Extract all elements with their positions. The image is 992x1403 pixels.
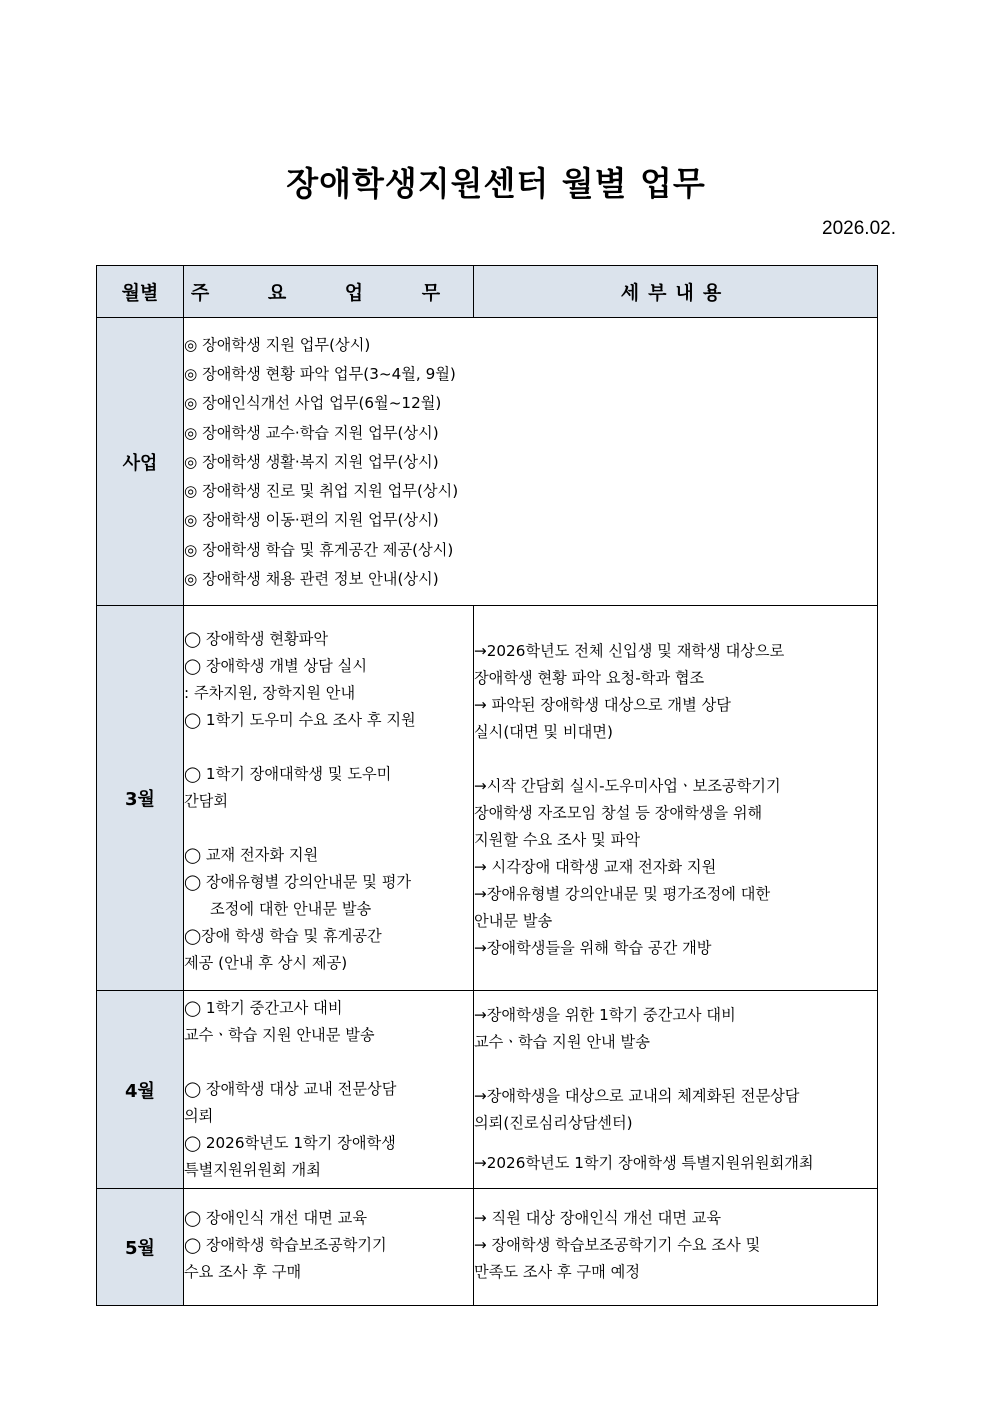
business-item: ◎ 장애인식개선 사업 업무(6월~12월)	[184, 394, 442, 413]
task-line: ◯ 1학기 중간고사 대비	[184, 999, 343, 1017]
detail-line: → 직원 대상 장애인식 개선 대면 교육	[474, 1209, 722, 1227]
row-label-march: 3월	[97, 606, 184, 991]
detail-line: →장애학생을 대상으로 교내의 체계화된 전문상담	[474, 1087, 800, 1105]
march-details	[474, 606, 878, 991]
task-line: : 주차지원, 장학지원 안내	[184, 683, 356, 702]
task-line: 수요 조사 후 구매	[184, 1263, 302, 1281]
row-label-april: 4월	[97, 991, 184, 1189]
april-details	[474, 991, 878, 1189]
task-line: 조정에 대한 안내문 발송	[210, 899, 372, 918]
header-details: 세부내용	[474, 266, 878, 318]
table-header-row	[97, 266, 878, 318]
detail-line: → 시각장애 대학생 교재 전자화 지원	[474, 858, 717, 876]
task-line: ◯ 장애학생 대상 교내 전문상담	[184, 1080, 397, 1098]
march-row	[97, 606, 878, 991]
business-item: ◎ 장애학생 교수·학습 지원 업무(상시)	[184, 423, 439, 442]
monthly-task-table	[96, 265, 878, 1306]
detail-line: 실시(대면 및 비대면)	[474, 723, 613, 741]
business-item: ◎ 장애학생 진로 및 취업 지원 업무(상시)	[184, 482, 459, 501]
task-line: ◯ 장애인식 개선 대면 교육	[184, 1209, 368, 1227]
task-line: ◯ 장애학생 학습보조공학기기	[184, 1236, 387, 1254]
task-line: ◯ 장애학생 현황파악	[184, 629, 329, 648]
task-line: ◯ 교재 전자화 지원	[184, 845, 319, 864]
april-row	[97, 991, 878, 1189]
header-main-tasks: 주 요 업 무	[184, 266, 474, 318]
detail-line: 장애학생 자조모임 창설 등 장애학생을 위해	[474, 804, 763, 822]
detail-line: 지원할 수요 조사 및 파악	[474, 831, 641, 849]
business-item: ◎ 장애학생 현황 파악 업무(3~4월, 9월)	[184, 365, 456, 384]
task-line: ◯ 1학기 장애대학생 및 도우미	[184, 764, 392, 783]
task-line: ◯ 장애유형별 강의안내문 및 평가	[184, 872, 412, 891]
row-label-may: 5월	[97, 1189, 184, 1306]
task-line: 특별지원위원회 개최	[184, 1161, 321, 1179]
detail-line: 만족도 조사 후 구매 예정	[474, 1263, 641, 1281]
detail-line: →장애유형별 강의안내문 및 평가조정에 대한	[474, 885, 771, 903]
business-item: ◎ 장애학생 학습 및 휴게공간 제공(상시)	[184, 540, 454, 559]
business-item: ◎ 장애학생 이동·편의 지원 업무(상시)	[184, 511, 439, 530]
task-line: 간담회	[184, 791, 229, 810]
business-item: ◎ 장애학생 지원 업무(상시)	[184, 336, 371, 355]
detail-line: →장애학생을 위한 1학기 중간고사 대비	[474, 1006, 736, 1024]
detail-line: →2026학년도 전체 신입생 및 재학생 대상으로	[474, 642, 785, 660]
row-label-business: 사업	[97, 318, 184, 606]
detail-line: →2026학년도 1학기 장애학생 특별지원위원회개최	[474, 1154, 814, 1172]
business-item: ◎ 장애학생 생활·복지 지원 업무(상시)	[184, 452, 439, 471]
business-items	[184, 318, 878, 606]
page-title: 장애학생지원센터 월별 업무	[286, 164, 706, 203]
task-line: ◯ 2026학년도 1학기 장애학생	[184, 1134, 396, 1152]
march-main-tasks	[184, 606, 474, 991]
task-line: 제공 (안내 후 상시 제공)	[184, 953, 348, 972]
detail-line: 교수ㆍ학습 지원 안내 발송	[474, 1033, 650, 1051]
detail-line: 의뢰(진로심리상담센터)	[474, 1114, 633, 1132]
task-line: ◯ 장애학생 개별 상담 실시	[184, 656, 368, 675]
april-main-tasks	[184, 991, 474, 1189]
detail-line: → 파악된 장애학생 대상으로 개별 상담	[474, 696, 731, 714]
detail-line: 안내문 발송	[474, 912, 553, 930]
may-details	[474, 1189, 878, 1306]
detail-line: 장애학생 현황 파악 요청-학과 협조	[474, 669, 705, 687]
business-item: ◎ 장애학생 채용 관련 정보 안내(상시)	[184, 569, 439, 588]
business-row	[97, 318, 878, 606]
header-month: 월별	[97, 266, 184, 318]
task-line: 의뢰	[184, 1107, 214, 1125]
detail-line: →시작 간담회 실시-도우미사업ㆍ보조공학기기	[474, 777, 781, 795]
task-line: ◯ 1학기 도우미 수요 조사 후 지원	[184, 710, 416, 729]
detail-line: → 장애학생 학습보조공학기기 수요 조사 및	[474, 1236, 761, 1254]
detail-line: →장애학생들을 위해 학습 공간 개방	[474, 939, 712, 957]
task-line: ◯장애 학생 학습 및 휴게공간	[184, 926, 382, 945]
may-row	[97, 1189, 878, 1306]
task-line: 교수ㆍ학습 지원 안내문 발송	[184, 1026, 375, 1044]
document-date: 2026.02.	[822, 218, 896, 239]
may-main-tasks	[184, 1189, 474, 1306]
